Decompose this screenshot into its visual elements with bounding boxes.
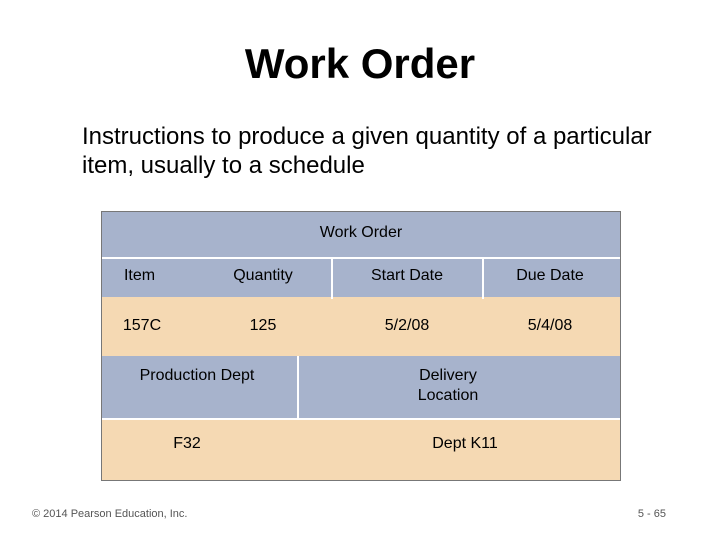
value-production-dept: F32 <box>173 435 201 452</box>
lower-header-row <box>102 356 620 418</box>
page-number: 5 - 65 <box>637 508 666 520</box>
column-header-due-date: Due Date <box>516 267 584 284</box>
slide-title: Work Order <box>244 40 476 87</box>
column-header-item: Item <box>123 267 156 284</box>
header-production-dept: Production Dept <box>139 367 255 384</box>
value-quantity: 125 <box>249 317 277 334</box>
work-order-form <box>101 211 621 481</box>
value-due-date: 5/4/08 <box>527 317 573 334</box>
value-start-date: 5/2/08 <box>384 317 430 334</box>
lower-value-row <box>102 420 620 480</box>
slide-subtitle: Instructions to produce a given quantity of a particular item, usually to a schedule <box>82 123 652 179</box>
form-header-row <box>102 212 620 257</box>
form-header-title: Work Order <box>319 224 403 241</box>
column-header-row <box>102 259 620 297</box>
column-header-quantity: Quantity <box>233 267 293 284</box>
value-delivery-location: Dept K11 <box>432 435 498 452</box>
header-delivery-location: Delivery Location <box>417 367 479 404</box>
value-row <box>102 299 620 354</box>
value-item: 157C <box>122 317 162 334</box>
copyright-notice: © 2014 Pearson Education, Inc. <box>32 508 188 520</box>
column-header-start-date: Start Date <box>370 267 444 284</box>
